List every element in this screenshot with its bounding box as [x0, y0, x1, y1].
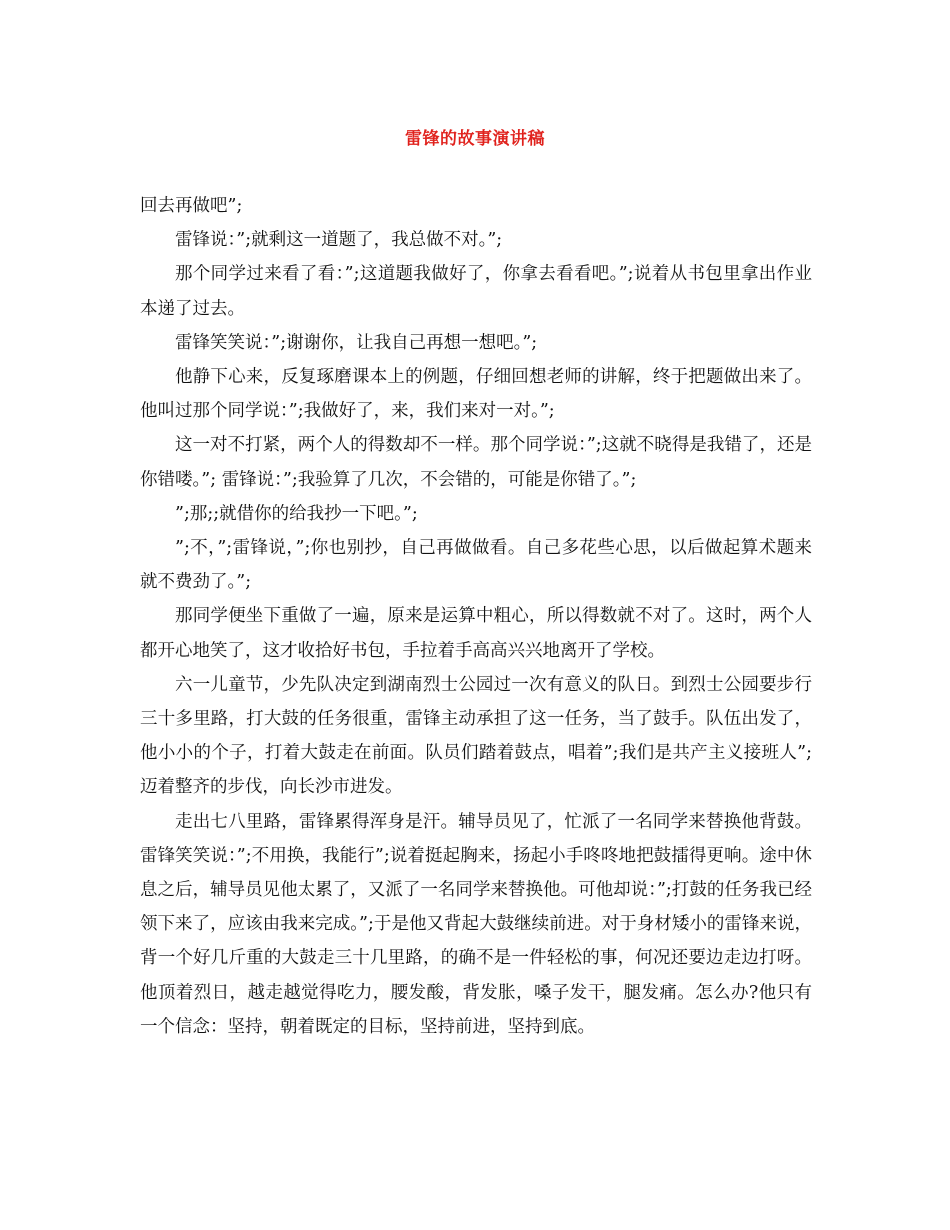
paragraph: 回去再做吧”;: [140, 196, 243, 216]
paragraph: 这一对不打紧，两个人的得数却不一样。那个同学说：”;这就不晓得是我错了，还是你错喽。”; 雷锋说：”;我验算了几次，不会错的，可能是你错了。”;: [140, 435, 812, 490]
paragraph: ”;那;;就借你的给我抄一下吧。”;: [175, 503, 418, 524]
document-title: 雷锋的故事演讲稿: [405, 129, 545, 149]
paragraph: 六一儿童节，少先队决定到湖南烈士公园过一次有意义的队日。到烈士公园要步行三十多里路，打大鼓的任务很重，雷锋主动承担了这一任务，当了鼓手。队伍出发了，他小小的个子，打着大鼓走在前面。队员们踏着鼓点，唱着”;我们是共产主义接班人”;迈着整齐的步伐，向长沙市进发。: [140, 674, 812, 798]
paragraph: ”;不，”;雷锋说，”;你也别抄，自己再做做看。自己多花些心思，以后做起算术题来就不费劲了。”;: [140, 538, 812, 593]
paragraph: 那个同学过来看了看：”;这道题我做好了，你拿去看看吧。”;说着从书包里拿出作业本递了过去。: [140, 264, 812, 319]
paragraph: 他静下心来，反复琢磨课本上的例题，仔细回想老师的讲解，终于把题做出来了。他叫过那个同学说：”;我做好了，来，我们来对一对。”;: [140, 367, 812, 422]
paragraph: 走出七八里路，雷锋累得浑身是汗。辅导员见了，忙派了一名同学来替换他背鼓。雷锋笑笑说：”;不用换，我能行”;说着挺起胸来，扬起小手咚咚地把鼓擂得更响。途中休息之后，辅导员见他太累了，又派了一名同学来替换他。可他却说：”;打鼓的任务我已经领下来了，应该由我来完成。”;于是他又背起大鼓继续前进。对于身材矮小的雷锋来说，背一个好几斤重的大鼓走三十几里路，的确不是一件轻松的事，何况还要边走边打呀。他顶着烈日，越走越觉得吃力，腰发酸，背发胀，嗓子发干，腿发痛。怎么办?他只有一个信念：坚持，朝着既定的目标，坚持前进，坚持到底。: [140, 811, 812, 1037]
paragraph: 雷锋笑笑说：”;谢谢你，让我自己再想一想吧。”;: [175, 332, 538, 353]
paragraph: 雷锋说：”;就剩这一道题了，我总做不对。”;: [175, 230, 503, 251]
paragraph: 那同学便坐下重做了一遍，原来是运算中粗心，所以得数就不对了。这时，两个人都开心地笑了，这才收拾好书包，手拉着手高高兴兴地离开了学校。: [140, 606, 812, 661]
document-body: [140, 189, 812, 1044]
